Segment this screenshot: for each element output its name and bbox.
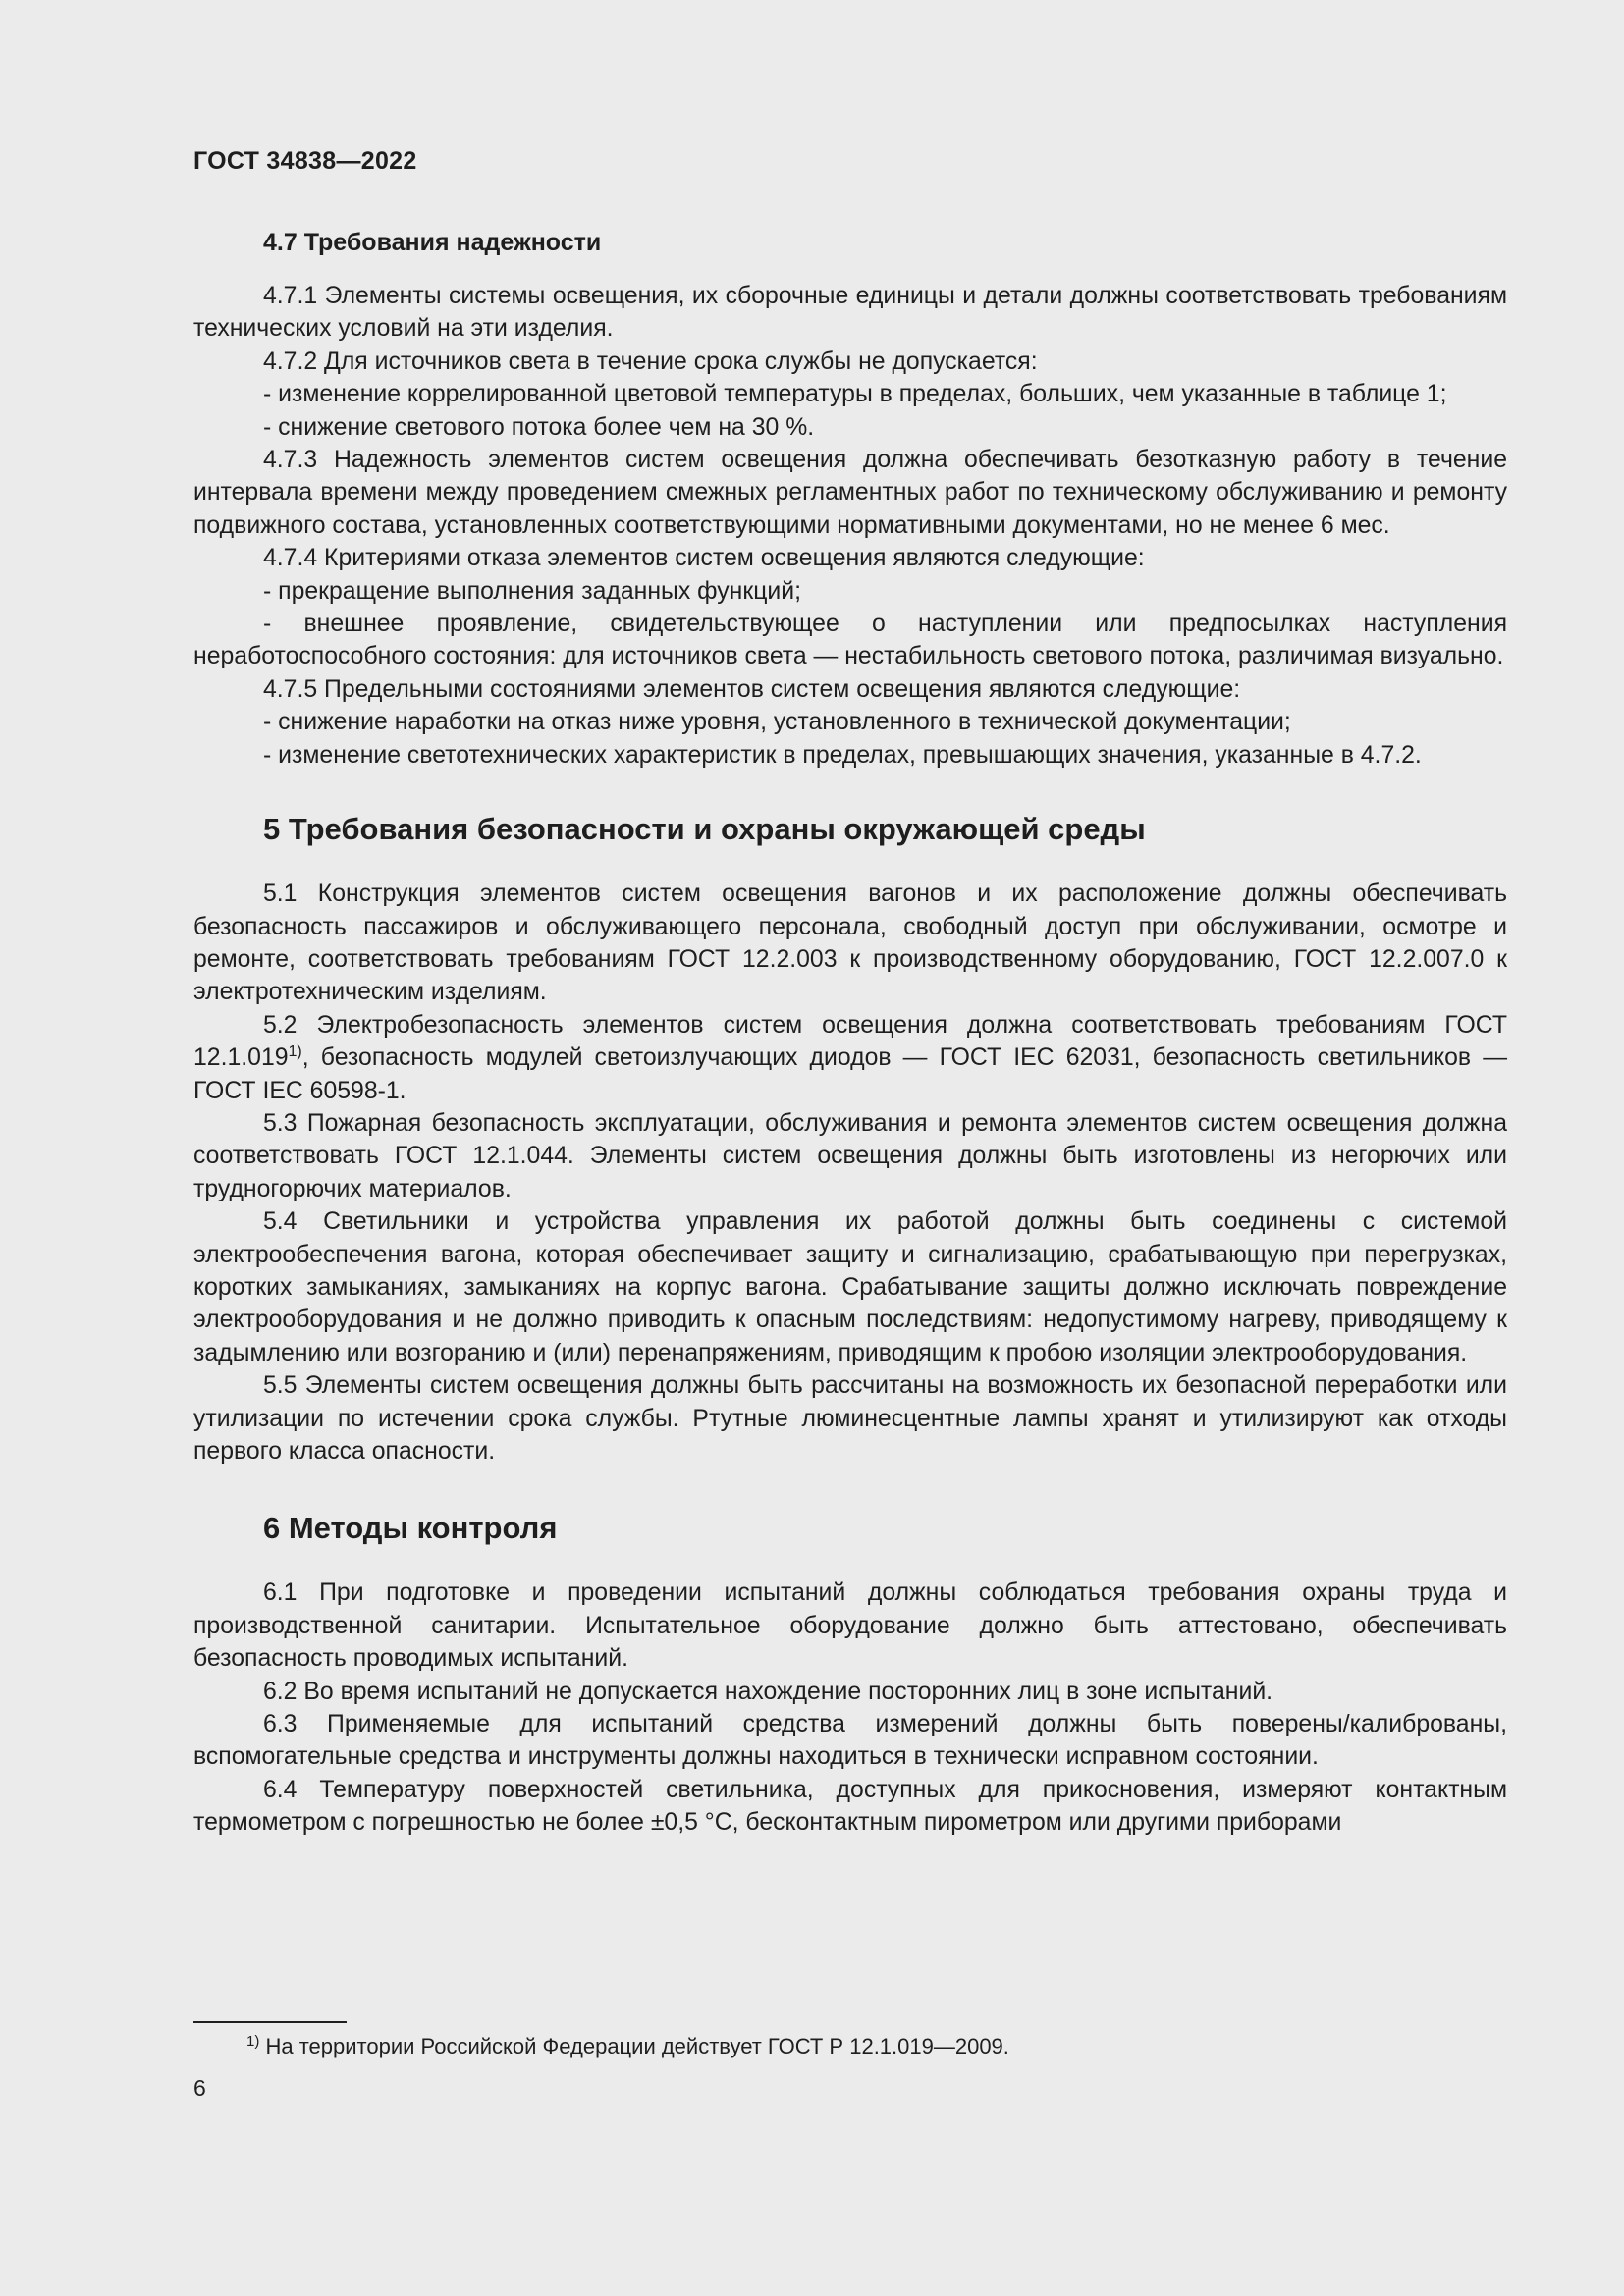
page-number: 6	[193, 2075, 206, 2101]
footnote-marker: 1)	[246, 2033, 260, 2050]
paragraph-5-2-text-b: , безопасность модулей светоизлучающих диодов — ГОСТ IEC 62031, безопасность светильников — ГОСТ IEC 60598-1.	[193, 1044, 1507, 1104]
paragraph-5-5: 5.5 Элементы систем освещения должны быть рассчитаны на возможность их безопасной переработки или утилизации по истечении срока службы. Ртутные люминесцентные лампы хранят и утилизируют как отходы первого класса опасности.	[193, 1372, 1507, 1465]
list-item-4-7-4-a: - прекращение выполнения заданных функций;	[263, 577, 801, 605]
paragraph-6-1: 6.1 При подготовке и проведении испытаний должны соблюдаться требования охраны труда и производственной санитарии. Испытательное оборудование должно быть аттестовано, обеспечивать безопасность проводимых испытаний.	[193, 1579, 1507, 1673]
paragraph-6-4: 6.4 Температуру поверхностей светильника, доступных для прикосновения, измеряют контактным термометром с погрешностью не более ±0,5 °С, бесконтактным пирометром или другими приборами	[193, 1776, 1507, 1837]
paragraph-4-7-5: 4.7.5 Предельными состояниями элементов систем освещения являются следующие:	[263, 675, 1241, 703]
document-id-header: ГОСТ 34838—2022	[193, 147, 417, 175]
paragraph-4-7-3: 4.7.3 Надежность элементов систем освещения должна обеспечивать безотказную работу в течение интервала времени между проведением смежных регламентных работ по техническому обслуживанию и ремонту подвижного состава, установленных соответствующими нормативными документами, но не менее 6 мес.	[193, 447, 1507, 539]
section-heading-6: 6 Методы контроля	[263, 1511, 558, 1546]
paragraph-5-2	[193, 1009, 1507, 1107]
footnote-reference[interactable]: 1)	[288, 1043, 302, 1061]
footnote	[246, 2032, 1009, 2061]
paragraph-4-7-1: 4.7.1 Элементы системы освещения, их сборочные единицы и детали должны соответствовать требованиям технических условий на эти изделия.	[193, 283, 1507, 343]
paragraph-5-1: 5.1 Конструкция элементов систем освещения вагонов и их расположение должны обеспечивать безопасность пассажиров и обслуживающего персонала, свободный доступ при обслуживании, осмотре и ремонте, соответствовать требованиям ГОСТ 12.2.003 к производственному оборудованию, ГОСТ 12.2.007.0 к электротехническим изделиям.	[193, 881, 1507, 1006]
list-item-4-7-5-b: - изменение светотехнических характеристик в пределах, превышающих значения, указанные в 4.7.2.	[263, 741, 1422, 769]
list-item-4-7-5-a: - снижение наработки на отказ ниже уровня, установленного в технической документации;	[263, 709, 1291, 736]
subsection-heading-4-7: 4.7 Требования надежности	[263, 229, 602, 256]
paragraph-5-4: 5.4 Светильники и устройства управления их работой должны быть соединены с системой электрообеспечения вагона, которая обеспечивает защиту и сигнализацию, срабатывающую при перегрузках, коротких замыканиях, замыканиях на корпус вагона. Срабатывание защиты должно исключать повреждение электрооборудования и не должно приводить к опасным последствиям: недопустимому нагреву, приводящему к задымлению или возгоранию и (или) перенапряжениям, приводящим к пробою изоляции электрооборудования.	[193, 1208, 1507, 1366]
paragraph-6-2: 6.2 Во время испытаний не допускается нахождение посторонних лиц в зоне испытаний.	[263, 1678, 1273, 1705]
section-heading-5: 5 Требования безопасности и охраны окружающей среды	[263, 812, 1146, 847]
paragraph-5-3: 5.3 Пожарная безопасность эксплуатации, обслуживания и ремонта элементов систем освещения должна соответствовать ГОСТ 12.1.044. Элементы систем освещения должны быть изготовлены из негорючих или трудногорючих материалов.	[193, 1109, 1507, 1202]
paragraph-6-3: 6.3 Применяемые для испытаний средства измерений должны быть поверены/калиброваны, вспомогательные средства и инструменты должны находиться в технически исправном состоянии.	[193, 1711, 1507, 1771]
list-item-4-7-2-b: - снижение светового потока более чем на 30 %.	[263, 413, 815, 441]
list-item-4-7-4-b: - внешнее проявление, свидетельствующее о наступлении или предпосылках наступления неработоспособного состояния: для источников света — нестабильность светового потока, различимая визуально.	[193, 611, 1507, 670]
paragraph-4-7-4: 4.7.4 Критериями отказа элементов систем освещения являются следующие:	[263, 545, 1145, 572]
list-item-4-7-2-a: - изменение коррелированной цветовой температуры в пределах, больших, чем указанные в таблице 1;	[263, 381, 1447, 408]
footnote-divider	[193, 2021, 347, 2023]
paragraph-4-7-2: 4.7.2 Для источников света в течение срока службы не допускается:	[263, 347, 1038, 375]
footnote-text: На территории Российской Федерации действует ГОСТ Р 12.1.019—2009.	[259, 2034, 1009, 2058]
paragraph-5-2-text-a: 5.2 Электробезопасность элементов систем освещения должна соответствовать требованиям ГОСТ 12.1.019	[193, 1011, 1507, 1072]
page-content	[193, 222, 1507, 1840]
